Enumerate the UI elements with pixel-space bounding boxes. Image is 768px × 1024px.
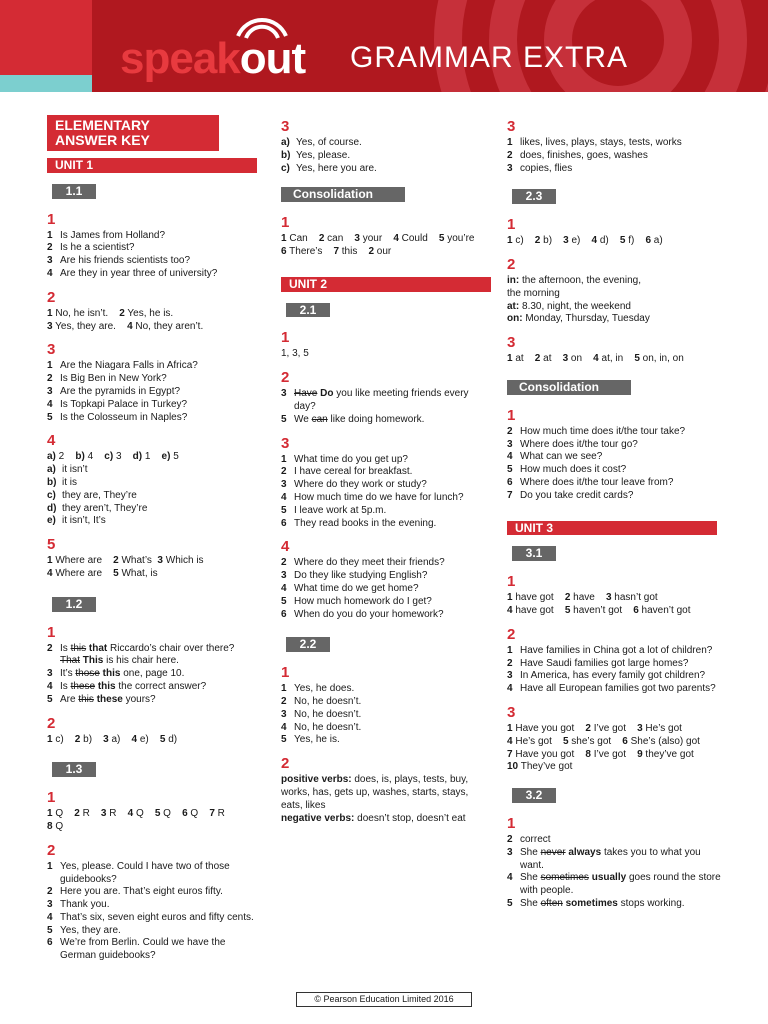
consolidation-tag: Consolidation: [507, 380, 631, 395]
list-item: 1 Have families in China got a lot of children?: [507, 644, 713, 656]
unit-3-header: UNIT 3: [507, 521, 717, 536]
answer-line: 1 at 2 at 3 on 4 at, in 5 on, in, on: [507, 353, 684, 365]
section-2-1-tag: 2.1: [286, 303, 330, 318]
answer-line: 1 Have you got 2 I’ve got 3 He’s got: [507, 722, 682, 734]
answer-list: [47, 861, 257, 963]
exercise-number: 2: [507, 255, 516, 273]
list-item: 4 She sometimes usually goes round the store with people.: [507, 872, 721, 897]
list-item: 6 We’re from Berlin. Could we have the German guidebooks?: [47, 937, 226, 962]
answer-line: 1 c) 2 b) 3 a) 4 e) 5 d): [47, 733, 178, 745]
list-item: 4 Have all European families got two parents?: [507, 683, 716, 695]
list-item: 6 When do you do your homework?: [281, 608, 444, 620]
exercise-number: 3: [47, 341, 56, 359]
list-item: 2 Here you are. That’s eight euros fifty.: [47, 886, 223, 898]
header-cyan-strip: [0, 75, 92, 92]
answer-rich-list: [507, 834, 722, 911]
exercise-number: 1: [281, 329, 290, 347]
answer-line: 3 Yes, they are. 4 No, they aren’t.: [47, 320, 204, 332]
page-header: [0, 0, 768, 92]
list-item: c) they are, They’re: [47, 489, 137, 501]
answer-list: [47, 230, 257, 281]
list-item: 1 Yes, he does.: [281, 683, 355, 695]
answer-line: 6 There’s 7 this 2 our: [281, 245, 392, 257]
page-title: GRAMMAR EXTRA: [350, 41, 629, 74]
exercise-number: 2: [47, 714, 56, 732]
exercise-number: 1: [507, 216, 516, 234]
exercise-number: 5: [47, 536, 56, 554]
list-item: 1 Are the Niagara Falls in Africa?: [47, 360, 198, 372]
answer-list: [507, 645, 722, 696]
section-1-3-tag: 1.3: [52, 762, 96, 777]
list-item: 3 It’s those this one, page 10.: [47, 668, 185, 680]
list-item: 1 likes, lives, plays, stays, tests, works: [507, 137, 682, 148]
answer-lines: [281, 233, 491, 259]
section-3-2-tag: 3.2: [512, 788, 556, 803]
list-item: 4 Is Topkapi Palace in Turkey?: [47, 398, 188, 410]
verbs-negative: negative verbs: doesn’t stop, doesn’t eat: [281, 812, 466, 824]
exercise-number: 3: [507, 334, 516, 352]
answer-line: 1 No, he isn’t. 2 Yes, he is.: [47, 307, 174, 319]
exercise-number: 1: [507, 814, 516, 832]
answer-list: [281, 454, 491, 531]
answer-line: 4 He’s got 5 she’s got 6 She’s (also) got: [507, 735, 700, 747]
exercise-number: 1: [47, 210, 56, 228]
exercise-number: 2: [281, 755, 290, 773]
answer-line: 1 have got 2 have 3 hasn’t got: [507, 592, 658, 604]
answer-line: 4 Where are 5 What, is: [47, 567, 158, 579]
exercise-number: 3: [507, 703, 516, 721]
list-item: 3 No, he doesn’t.: [281, 708, 362, 720]
list-item: 5 I leave work at 5p.m.: [281, 504, 387, 516]
unit-2-header: UNIT 2: [281, 277, 491, 292]
list-item: 1 Yes, please. Could I have two of those guidebooks?: [47, 860, 230, 885]
list-item: 6 They read books in the evening.: [281, 517, 437, 529]
answer-list: [281, 683, 491, 747]
consolidation-tag: Consolidation: [281, 187, 405, 202]
list-item: 3 Thank you.: [47, 899, 110, 911]
column-3: [507, 115, 722, 911]
prep-in-cont: the morning: [507, 287, 560, 299]
list-item: 5 How much does it cost?: [507, 464, 627, 476]
list-item: 3 Are his friends scientists too?: [47, 255, 191, 267]
list-item: 4 What time do we get home?: [281, 582, 419, 594]
list-item: 3 Do they like studying English?: [281, 570, 428, 582]
copyright-footer: © Pearson Education Limited 2016: [296, 992, 472, 1007]
exercise-number: 4: [47, 432, 56, 450]
list-item: 2 Is he a scientist?: [47, 242, 135, 254]
exercise-number: 3: [281, 434, 290, 452]
answer-line: 7 Have you got 8 I’ve got 9 they’ve got: [507, 748, 694, 760]
answer-line: 4 have got 5 haven’t got 6 haven’t got: [507, 604, 691, 616]
list-item: b) Yes, please.: [281, 149, 351, 161]
exercise-number: 2: [281, 369, 290, 387]
section-1-1-tag: 1.1: [52, 184, 96, 199]
answer-rich-list: [47, 643, 257, 707]
answer-text: 1, 3, 5: [281, 348, 309, 360]
section-2-3-tag: 2.3: [512, 189, 556, 204]
answer-list: [281, 137, 491, 175]
list-item: 2 I have cereal for breakfast.: [281, 466, 413, 478]
list-item: 5 Yes, he is.: [281, 734, 340, 746]
list-item: 5 We can like doing homework.: [281, 413, 425, 425]
answer-line: 1 Q 2 R 3 R 4 Q 5 Q 6 Q 7 R: [47, 808, 225, 820]
list-item: 5 How much homework do I get?: [281, 595, 432, 607]
answer-line: a) 2 b) 4 c) 3 d) 1 e) 5: [47, 451, 179, 463]
exercise-number: 2: [47, 841, 56, 859]
prep-on: on: Monday, Thursday, Tuesday: [507, 313, 650, 325]
answer-line: 1 c) 2 b) 3 e) 4 d) 5 f) 6 a): [507, 235, 663, 247]
list-item: 3 Are the pyramids in Egypt?: [47, 385, 181, 397]
exercise-number: 2: [47, 288, 56, 306]
exercise-number: 2: [507, 625, 516, 643]
section-3-1-tag: 3.1: [512, 546, 556, 561]
list-item: 4 Is these this the correct answer?: [47, 680, 207, 692]
list-item: 2 Have Saudi families got large homes?: [507, 657, 689, 669]
exercise-number: 1: [47, 789, 56, 807]
list-item: 4 What can we see?: [507, 451, 603, 463]
list-item: c) Yes, here you are.: [281, 162, 377, 174]
answer-lines: [507, 723, 722, 774]
list-item: 7 Do you take credit cards?: [507, 489, 634, 501]
list-item: d) they aren’t, They’re: [47, 502, 148, 514]
answer-list: [47, 464, 257, 528]
list-item: 1 What time do you get up?: [281, 453, 408, 465]
exercise-number: 1: [507, 573, 516, 591]
list-item: a) it isn’t: [47, 464, 88, 476]
list-item: 5 Yes, they are.: [47, 924, 121, 936]
list-item: 3 Where does it/the tour go?: [507, 438, 638, 450]
exercise-number: 3: [281, 118, 290, 135]
list-item: 2 correct: [507, 833, 551, 845]
column-1: [47, 115, 257, 963]
list-item: 2 Where do they meet their friends?: [281, 557, 445, 569]
list-item: 3 Where do they work or study?: [281, 479, 427, 491]
answer-list: [507, 426, 722, 503]
list-item: 5 Is the Colosseum in Naples?: [47, 411, 188, 423]
answer-list: [47, 360, 257, 424]
list-item: 4 Are they in year three of university?: [47, 267, 218, 279]
list-item: That This is his chair here.: [60, 655, 179, 667]
column-2: [281, 115, 491, 825]
answer-rich-list: [281, 388, 491, 426]
section-1-2-tag: 1.2: [52, 597, 96, 612]
list-item: 5 Are this these yours?: [47, 693, 156, 705]
speakout-logo: speakout: [120, 34, 306, 83]
list-item: 2 How much time does it/the tour take?: [507, 425, 686, 437]
list-item: 3 In America, has every family got children?: [507, 670, 706, 682]
answer-lines: [47, 308, 257, 334]
answer-line: 8 Q: [47, 820, 64, 832]
answer-lines: [507, 592, 722, 618]
answer-line: 10 They’ve got: [507, 761, 573, 773]
answer-line: 1 Can 2 can 3 your 4 Could 5 you’re: [281, 233, 475, 245]
exercise-number: 1: [281, 214, 290, 232]
list-item: 3 copies, flies: [507, 162, 573, 174]
answer-line: 1 Where are 2 What’s 3 Which is: [47, 555, 204, 567]
exercise-number: 1: [507, 406, 516, 424]
answer-key-title: ELEMENTARY ANSWER KEY: [47, 115, 219, 151]
header-left-strip: [0, 0, 92, 75]
unit-1-header: UNIT 1: [47, 158, 257, 173]
list-item: 5 She often sometimes stops working.: [507, 897, 685, 909]
verbs-positive: positive verbs: does, is, plays, tests, buy, works, has, gets up, washes, starts, stays, eats, likes: [281, 774, 469, 811]
list-item: 4 How much time do we have for lunch?: [281, 491, 464, 503]
list-item: 4 That’s six, seven eight euros and fifty cents.: [47, 911, 254, 923]
list-item: 2 does, finishes, goes, washes: [507, 149, 648, 161]
prep-at: at: 8.30, night, the weekend: [507, 300, 631, 312]
answer-lines: [47, 555, 257, 581]
answer-list: [281, 557, 491, 621]
list-item: a) Yes, of course.: [281, 137, 362, 148]
exercise-number: 3: [507, 118, 516, 135]
list-item: 6 Where does it/the tour leave from?: [507, 476, 674, 488]
answer-lines: [47, 808, 257, 834]
list-item: 3 She never always takes you to what you want.: [507, 846, 701, 871]
list-item: 3 Have Do you like meeting friends every day?: [281, 388, 469, 412]
list-item: 2 Is this that Riccardo’s chair over there?: [47, 642, 235, 654]
list-item: 4 No, he doesn’t.: [281, 721, 362, 733]
list-item: 2 No, he doesn’t.: [281, 695, 362, 707]
list-item: 2 Is Big Ben in New York?: [47, 373, 167, 385]
list-item: 1 Is James from Holland?: [47, 229, 166, 241]
exercise-number: 1: [47, 623, 56, 641]
prep-in: in: the afternoon, the evening,: [507, 274, 641, 286]
exercise-number: 4: [281, 538, 290, 556]
exercise-number: 1: [281, 664, 290, 682]
section-2-2-tag: 2.2: [286, 637, 330, 652]
list-item: b) it is: [47, 476, 77, 488]
answer-list: [507, 137, 722, 175]
list-item: e) it isn’t, It’s: [47, 515, 106, 527]
